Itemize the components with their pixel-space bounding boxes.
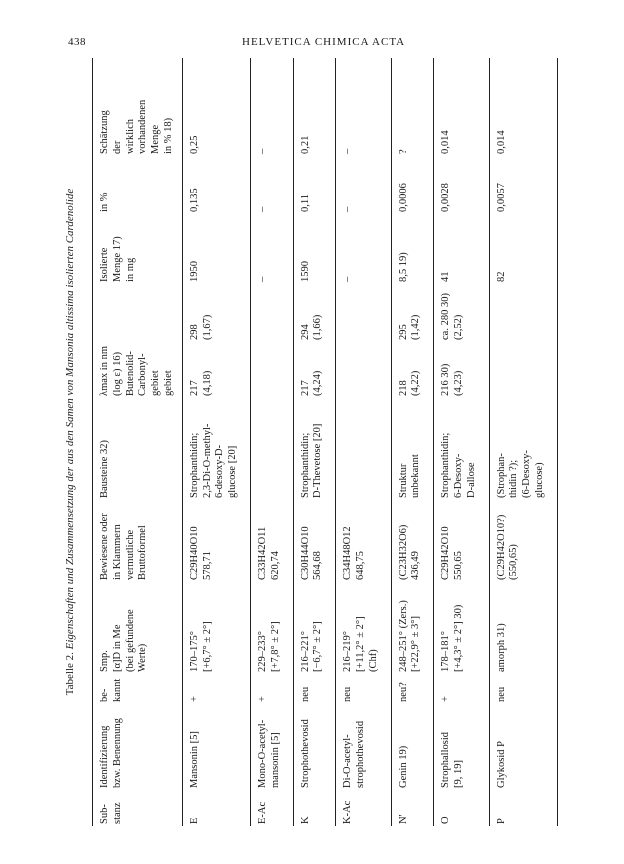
column-header: Identifizierung bzw. Benennung: [99, 718, 123, 788]
table-cell: (Strophan- thidin ?); (6-Desoxy- glucose): [495, 450, 545, 498]
table-cell: 216 30) (4,23): [440, 363, 464, 396]
table-cell: 0,0028: [440, 183, 452, 212]
journal-title: HELVETICA CHIMICA ACTA: [242, 36, 406, 48]
table-cell: 82: [495, 271, 507, 282]
table-row: [293, 58, 336, 826]
table-cell: neu?: [397, 682, 409, 702]
table-caption: [64, 58, 76, 826]
table-row: [489, 58, 557, 826]
table-cell: 218 (4,22): [397, 370, 422, 396]
table-cell: C29H42O10 550,65: [440, 526, 464, 580]
table-cell: N': [397, 814, 409, 824]
table-cell: P: [495, 818, 507, 824]
table-cell: –: [256, 148, 268, 154]
table-cell: 216–221° [−6,7° ± 2°]: [299, 621, 324, 672]
table-cell: 1950: [188, 261, 200, 282]
table-cell: amorph 31): [495, 623, 507, 672]
header-row: [93, 58, 183, 826]
column-header: Schätzung der wirklich vorhandenen Menge in % 18): [99, 99, 174, 154]
table-cell: Strophanthidin; 6-Desoxy- D-allose: [440, 432, 477, 498]
table-cell: [336, 398, 391, 500]
table-cell: 178–181° [+4,3° ± 2°] 30): [440, 604, 464, 672]
table-cell: 0,25: [188, 135, 200, 154]
table-cell: –: [256, 206, 268, 212]
table-cell: 0,014: [440, 130, 452, 154]
table-cell: C30H44O10 564,68: [299, 526, 324, 580]
column-header: [93, 284, 183, 342]
table-cell: –: [342, 276, 354, 282]
table-cell: 295 (1,42): [397, 314, 422, 340]
table-cell: E-Ac: [256, 801, 268, 824]
table-cell: 41: [440, 271, 452, 282]
table-cell: –: [256, 276, 268, 282]
table-cell: +: [188, 696, 200, 702]
table-cell: 0,0057: [495, 183, 507, 212]
column-header: Bewiesene oder in Klammern vermutliche Bruttoformel: [99, 513, 149, 580]
table-row: [250, 58, 293, 826]
table-cell: (C29H42O10?) (550,65): [495, 514, 520, 580]
table-cell: K: [299, 816, 311, 824]
caption-text: Eigenschaften und Zusammensetzung der aus den Samen von Mansonia altissima isolierten Cardenolide: [64, 188, 76, 650]
table-cell: 8,5 19): [397, 252, 409, 282]
table-cell: [489, 284, 557, 342]
table-cell: C34H48O12 648,75: [342, 526, 366, 580]
table-cell: Strophallosid [9, 19]: [440, 731, 464, 788]
table-cell: 170–175° [+6,7° ± 2°]: [188, 621, 213, 672]
table-cell: [250, 342, 293, 398]
table-cell: ca. 280 30) (2,52): [440, 293, 464, 340]
page-number: 438: [68, 36, 86, 48]
table-cell: 229–233° [+7,8° ± 2°]: [256, 621, 281, 672]
cardenolide-table: [92, 58, 558, 826]
table-cell: [489, 342, 557, 398]
table-cell: Di-O-acetyl- strophothevosid: [342, 720, 366, 788]
table-row: [182, 58, 250, 826]
column-header: Bausteine 32): [99, 439, 110, 498]
column-header: Smp. [α]D in Me (bei gefundene Werte): [99, 609, 149, 672]
column-header: Sub- stanz: [99, 802, 123, 824]
table-cell: E: [188, 817, 200, 824]
table-cell: 0,11: [299, 194, 311, 212]
column-header: be- kannt: [99, 678, 123, 702]
table-row: [336, 58, 391, 826]
table-cell: 248–251° (Zers.) [+22,9° ± 3°]: [397, 600, 422, 672]
table-cell: Strophanthidin; D-Thevetose [20]: [299, 423, 324, 498]
table-cell: [250, 284, 293, 342]
table-cell: Strophanthidin; 2,3-Di-O-methyl- 6-desoxy-D- glucose [20]: [188, 423, 239, 498]
table-cell: ?: [397, 149, 409, 154]
table-cell: 0,135: [188, 188, 200, 212]
table-cell: 216–219° [+11,2° ± 2°] (Chf): [342, 616, 379, 672]
table-cell: –: [342, 148, 354, 154]
table-cell: K-Ac: [342, 800, 354, 824]
table-cell: Mono-O-acetyl- mansonin [5]: [256, 719, 281, 788]
table-cell: C33H42O11 620,74: [256, 526, 281, 580]
table-cell: C29H40O10 578,71: [188, 526, 213, 580]
table-cell: Mansonin [5]: [188, 731, 200, 788]
table-cell: –: [342, 206, 354, 212]
table-cell: [250, 398, 293, 500]
table-cell: 294 (1,66): [299, 314, 324, 340]
table-cell: 217 (4,18): [188, 370, 213, 396]
table-body: [182, 58, 557, 826]
table-cell: 1590: [299, 261, 311, 282]
column-header: λmax in nm (log ε) 16) Butenolid- Carbonyl- gebiet gebiet: [99, 345, 174, 396]
table-cell: 0,014: [495, 130, 507, 154]
caption-label: Tabelle 2.: [64, 652, 76, 696]
table-row: [391, 58, 434, 826]
table-cell: 0,21: [299, 135, 311, 154]
table-cell: (C23H32O6) 436,49: [397, 524, 422, 580]
rotated-table-block: [62, 58, 552, 826]
table-cell: Glykosid P: [495, 741, 507, 788]
table-cell: neu: [342, 686, 354, 702]
column-header: Isolierte Menge 17) in mg: [99, 236, 136, 282]
table-cell: Strophothevosid: [299, 719, 311, 788]
table-cell: 0,0006: [397, 183, 409, 212]
table-cell: neu: [495, 686, 507, 702]
table-cell: [336, 284, 391, 342]
table-cell: 298 (1,67): [188, 314, 213, 340]
table-cell: O: [440, 816, 452, 824]
table-cell: +: [256, 696, 268, 702]
table-cell: [336, 342, 391, 398]
table-row: [434, 58, 489, 826]
table-cell: 217 (4,24): [299, 370, 324, 396]
column-header: in %: [99, 192, 110, 212]
table-cell: Genin 19): [397, 745, 409, 788]
table-cell: +: [440, 696, 452, 702]
table-cell: neu: [299, 686, 311, 702]
table-cell: Struktur unbekannt: [397, 454, 422, 498]
